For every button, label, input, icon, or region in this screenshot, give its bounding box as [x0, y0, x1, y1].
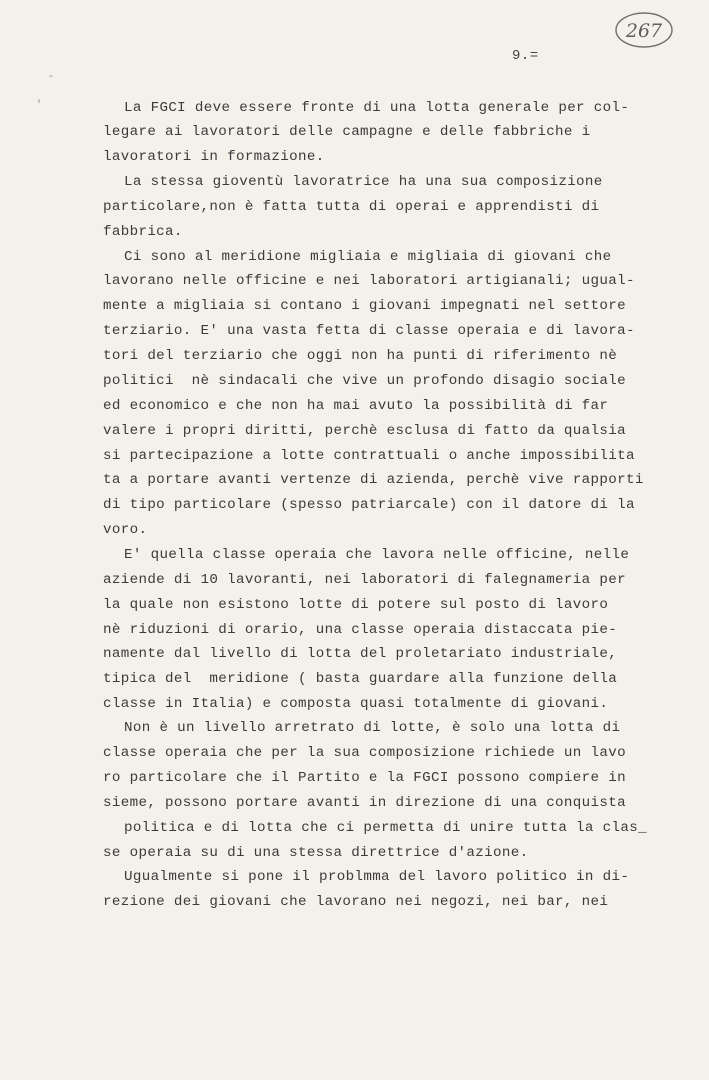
margin-mark: ': [36, 100, 43, 111]
text-line: particolare,non è fatta tutta di operai e apprendisti di: [103, 199, 600, 215]
text-line: classe operaia che per la sua composizione richiede un lavo: [103, 745, 626, 761]
text-line: politici nè sindacali che vive un profondo disagio sociale: [103, 373, 626, 389]
archive-stamp: [614, 10, 674, 50]
margin-mark: -: [48, 72, 55, 83]
text-line: legare ai lavoratori delle campagne e delle fabbriche i: [103, 124, 591, 140]
text-line: fabbrica.: [103, 224, 183, 240]
text-line: Ci sono al meridione migliaia e migliaia di giovani che: [124, 249, 612, 265]
text-line: politica e di lotta che ci permetta di unire tutta la clas_: [124, 820, 647, 836]
text-line: la quale non esistono lotte di potere sul posto di lavoro: [103, 597, 609, 613]
text-line: ed economico e che non ha mai avuto la possibilità di far: [103, 398, 609, 414]
text-line: namente dal livello di lotta del proletariato industriale,: [103, 646, 618, 662]
text-line: tori del terziario che oggi non ha punti di riferimento nè: [103, 348, 618, 364]
text-line: valere i propri diritti, perchè esclusa di fatto da qualsia: [103, 423, 626, 439]
text-line: nè riduzioni di orario, una classe operaia distaccata pie-: [103, 622, 618, 638]
text-line: Non è un livello arretrato di lotte, è solo una lotta di: [124, 720, 621, 736]
text-line: ro particolare che il Partito e la FGCI possono compiere in: [103, 770, 626, 786]
text-line: voro.: [103, 522, 148, 538]
stamp-number: 267: [625, 20, 663, 42]
text-line: ta a portare avanti vertenze di azienda, perchè vive rapporti: [103, 472, 644, 488]
text-line: rezione dei giovani che lavorano nei negozi, nei bar, nei: [103, 894, 609, 910]
text-line: si partecipazione a lotte contrattuali o anche impossibilita: [103, 448, 635, 464]
text-line: terziario. E' una vasta fetta di classe operaia e di lavora-: [103, 323, 635, 339]
text-line: aziende di 10 lavoranti, nei laboratori di falegnameria per: [103, 572, 626, 588]
text-line: La FGCI deve essere fronte di una lotta generale per col-: [124, 100, 630, 116]
text-line: La stessa gioventù lavoratrice ha una sua composizione: [124, 174, 603, 190]
text-line: E' quella classe operaia che lavora nelle officine, nelle: [124, 547, 630, 563]
text-line: se operaia su di una stessa direttrice d'azione.: [103, 845, 529, 861]
page-number: 9.=: [512, 48, 539, 64]
text-line: lavoratori in formazione.: [103, 149, 325, 165]
text-line: mente a migliaia si contano i giovani impegnati nel settore: [103, 298, 626, 314]
text-line: Ugualmente si pone il problmma del lavoro politico in di-: [124, 869, 630, 885]
text-line: tipica del meridione ( basta guardare alla funzione della: [103, 671, 618, 687]
text-line: di tipo particolare (spesso patriarcale) con il datore di la: [103, 497, 635, 513]
text-line: sieme, possono portare avanti in direzione di una conquista: [103, 795, 626, 811]
text-line: lavorano nelle officine e nei laboratori artigianali; ugual-: [103, 273, 635, 289]
text-line: classe in Italia) e composta quasi totalmente di giovani.: [103, 696, 609, 712]
